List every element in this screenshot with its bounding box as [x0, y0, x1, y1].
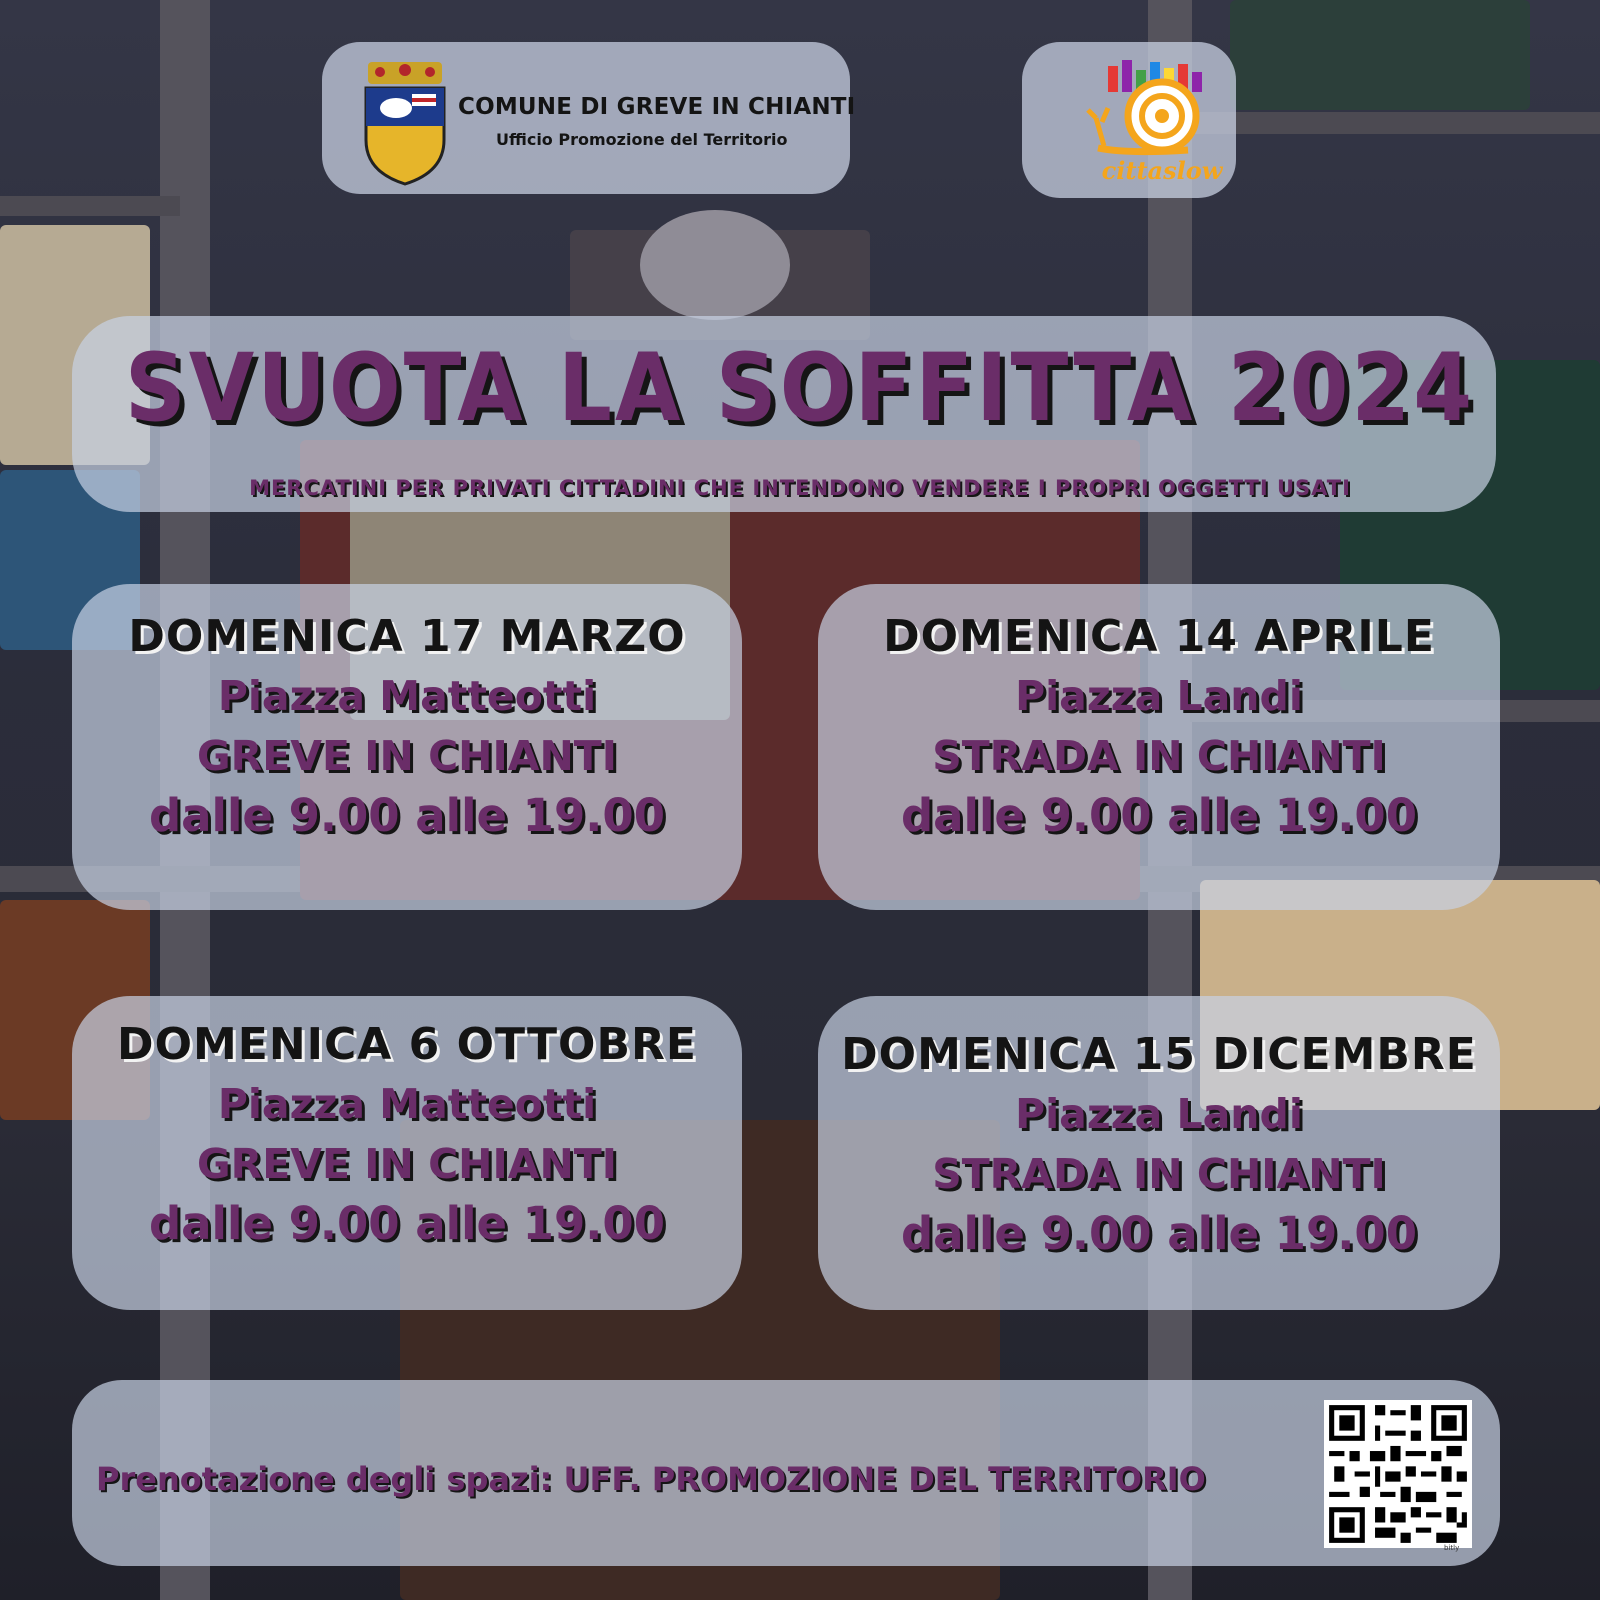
event-card-2 [818, 608, 1500, 846]
page-subtitle: MERCATINI PER PRIVATI CITTADINI CHE INTENDONO VENDERE I PROPRI OGGETTI USATI [249, 476, 1351, 500]
telephone-dial [640, 210, 790, 320]
event-place: Piazza Landi [1015, 1090, 1303, 1138]
event-card-3 [72, 1016, 742, 1254]
event-day: DOMENICA 15 DICEMBRE [841, 1029, 1477, 1080]
page-title: SVUOTA LA SOFFITTA 2024 [124, 334, 1476, 443]
event-place: Piazza Matteotti [217, 1080, 597, 1128]
event-hours: dalle 9.00 alle 19.00 [148, 1197, 666, 1250]
event-town: GREVE IN CHIANTI [196, 732, 617, 780]
booking-info: Prenotazione degli spazi: UFF. PROMOZIONE DEL TERRITORIO [96, 1460, 1206, 1498]
shelf-board [0, 196, 180, 216]
cittaslow-snail-icon [1078, 58, 1248, 158]
event-day: DOMENICA 14 APRILE [883, 611, 1435, 662]
event-town: STRADA IN CHIANTI [932, 1150, 1386, 1198]
event-hours: dalle 9.00 alle 19.00 [900, 1207, 1418, 1260]
event-place: Piazza Matteotti [217, 672, 597, 720]
tin-boxes [1230, 0, 1530, 110]
event-town: GREVE IN CHIANTI [196, 1140, 617, 1188]
event-hours: dalle 9.00 alle 19.00 [900, 789, 1418, 842]
event-hours: dalle 9.00 alle 19.00 [148, 789, 666, 842]
cittaslow-label: cittaslow [1101, 156, 1223, 185]
event-card-1 [72, 608, 742, 846]
event-place: Piazza Landi [1015, 672, 1303, 720]
event-card-4 [818, 1026, 1500, 1264]
event-day: DOMENICA 6 OTTOBRE [117, 1019, 697, 1070]
event-day: DOMENICA 17 MARZO [128, 611, 686, 662]
qr-code-icon[interactable] [1324, 1400, 1472, 1548]
comune-office: Ufficio Promozione del Territorio [496, 130, 788, 149]
shelf-board [1190, 112, 1600, 134]
comune-name: COMUNE DI GREVE IN CHIANTI [458, 94, 856, 120]
event-town: STRADA IN CHIANTI [932, 732, 1386, 780]
comune-crest-icon [362, 60, 448, 186]
comune-heading [458, 94, 855, 149]
qr-label: bitly [1444, 1544, 1460, 1552]
